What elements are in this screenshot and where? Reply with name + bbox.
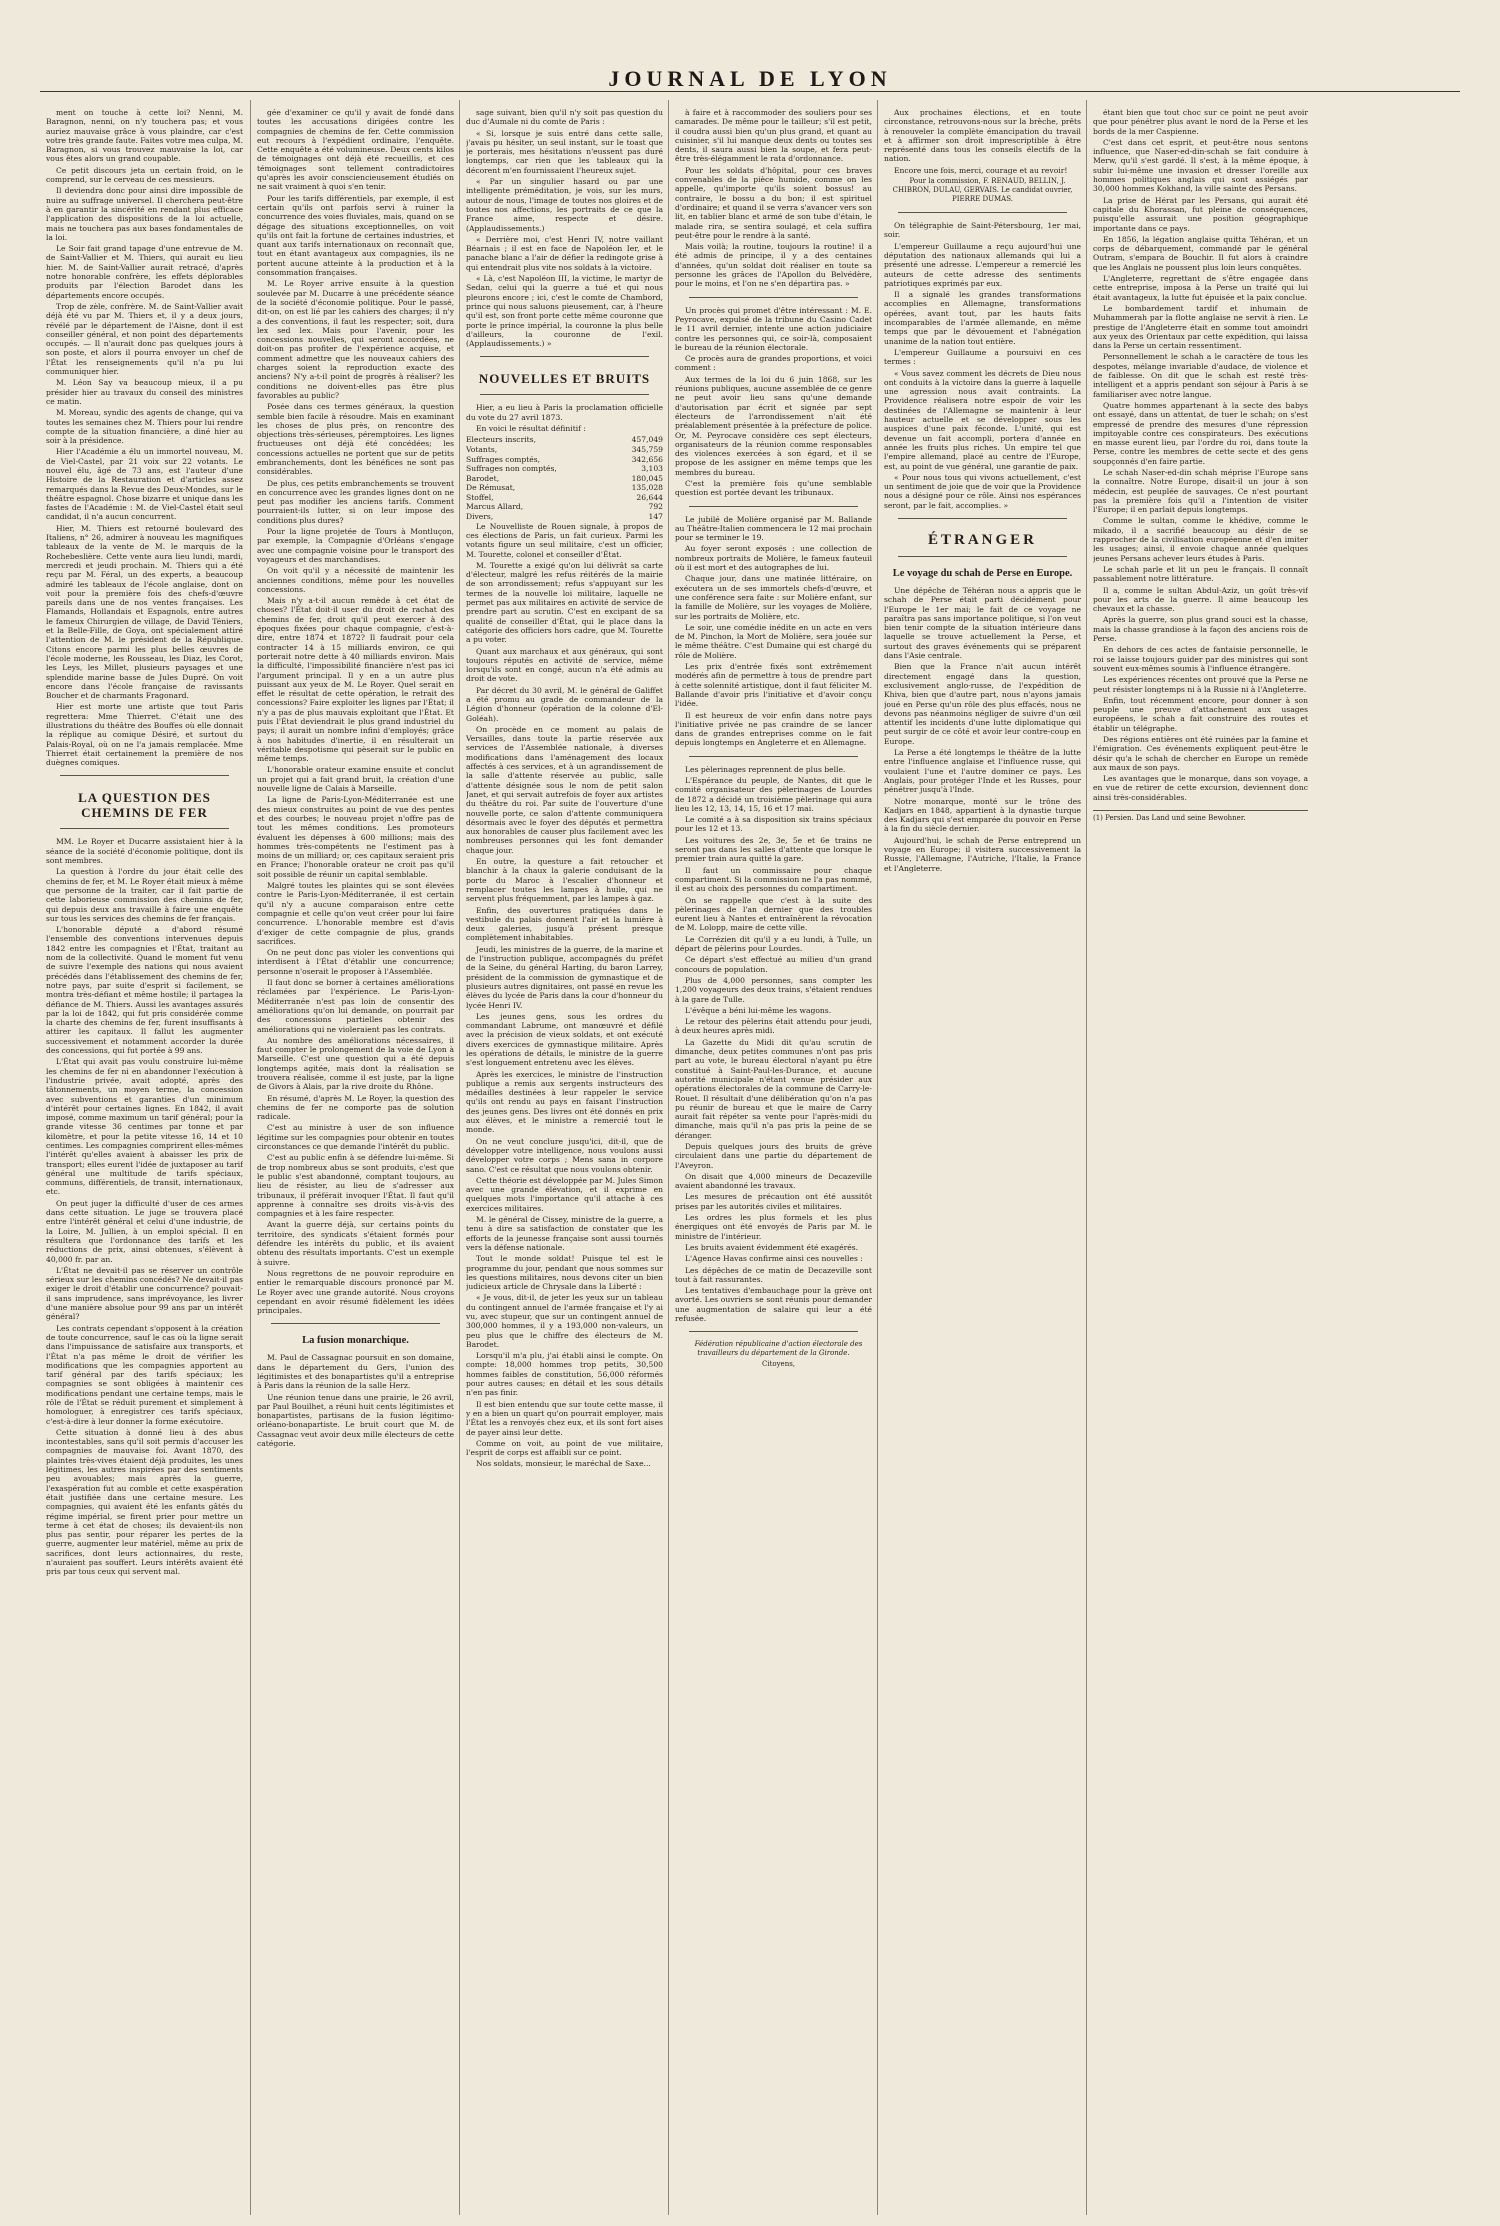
paragraph: à faire et à raccommoder des souliers pour ses camarades. De même pour le tailleur; s'il est petit, il coudra aussi bien qu'un plus grand, et quant au cuisinier, s'il lui manque deux dents ou toutes ses dents, il saura aussi bien la soupe, et fera peut-être très-élégamment le rata d'ordonnance. — [675, 108, 872, 164]
paragraph: Après les exercices, le ministre de l'instruction publique a remis aux sergents instructeurs des médailles destinées à leur rappeler le service qu'ils ont rendu au pays en faisant l'instruction des jeunes gens. Des livres ont été donnés en prix aux élèves, et le ministre a remercié tout le monde. — [466, 1069, 663, 1135]
paragraph: Personnellement le schah a le caractère de tous les despotes, mélange invariable d'audace, de violence et de faiblesse. On dit que le schah est resté très-intelligent et a appris pendant son séjour à Paris à se familiariser avec notre langue. — [1093, 352, 1308, 399]
column-2 — [257, 108, 454, 2208]
paragraph: « Là, c'est Napoléon III, la victime, le martyr de Sedan, celui qui la guerre a tué et qui nous pleurons encore ; ici, c'est le comte de Chambord, prince qui nous saluons pieusement, car, à l'heure qu'il est, son front porte cette même couronne que porte le prince impérial, la couronne la plus belle d'ailleurs, la couronne de l'exil. (Applaudissements.) » — [466, 274, 663, 349]
paragraph: Aux prochaines élections, et en toute circonstance, retrouvons-nous sur la brèche, prêts à renouveler la complète émancipation du travail et à affirmer son droit imprescriptible à être représenté dans tous les conseils électifs de la nation. — [884, 108, 1081, 164]
section-rule — [689, 297, 858, 298]
paragraph: M. Le Royer arrive ensuite à la question soulevée par M. Ducarre à une précédente séance de la société d'économie politique. Pour le passé, dit-on, on est lié par les cahiers des charges; il n'y a des conventions, il faut les respecter; soit, dura lex sed lex. Mais pour l'avenir, pour les concessions nouvelles, qui seront accordées, ne doit-on pas profiter de l'expérience acquise, et comment admettre que les nouveaux cahiers des charges soient la reproduction exacte des anciens? N'y a-t-il point de progrès à réaliser? les conditions ne doivent-elles pas être plus favorables au public? — [257, 279, 454, 400]
paragraph: Les bruits avaient évidemment été exagérés. — [685, 1242, 859, 1252]
paragraph: Par décret du 30 avril, M. le général de Galiffet a été promu au grade de commandeur de la Légion d'honneur (opération de la colonne d'El-Goléah). — [466, 685, 663, 723]
section-rule — [480, 356, 649, 357]
result-value: 792 — [648, 502, 663, 512]
paragraph: M. le général de Cissey, ministre de la guerre, a tenu à dire sa satisfaction de constater que les efforts de la jeunesse française sont aussi tournés vers la défense nationale. — [466, 1215, 663, 1252]
section-heading-foreign: ÉTRANGER — [927, 531, 1037, 548]
result-value: 342,656 — [631, 454, 663, 464]
table-row — [466, 483, 663, 493]
paragraph: Aux termes de la loi du 6 juin 1868, sur les réunions publiques, aucune assemblée de ce genre ne peut avoir lieu sans qu'une demande d'autorisation par écrit et signée par sept électeurs de l'arrondissement n'ait été préalablement présentée à la préfecture de police. Or, M. Peyrocave considère ces sept électeurs, organisateurs de la réunion comme responsables des violences exercées à son égard, et il se propose de les assigner en même temps que les membres du bureau. — [675, 374, 872, 477]
paragraph: Lorsqu'il m'a plu, j'ai établi ainsi le compte. On compte: 18,000 hommes trop petits, 30,500 hommes faibles de constitution, 56,000 réformés pour autres causes; en détail et les sous détails n'en pas finir. — [466, 1351, 663, 1398]
election-results-table — [466, 435, 663, 521]
paragraph: La Perse a été longtemps le théâtre de la lutte entre l'influence anglaise et l'influence russe, qui voulaient l'une et l'autre dominer ce pays. Les Anglais, pour protéger l'Inde et les Russes, pour pénétrer jusqu'à l'Inde. — [884, 748, 1081, 795]
table-row — [466, 455, 663, 465]
paragraph: En dehors de ces actes de fantaisie personnelle, le roi se laisse toujours guider par des ministres qui sont souvent eux-mêmes soumis à l'influence étrangère. — [1093, 645, 1308, 673]
paragraph: sage suivant, bien qu'il n'y soit pas question du duc d'Aumale ni du comte de Paris : — [466, 108, 663, 127]
article-heading-shah: Le voyage du schah de Perse en Europe. — [892, 567, 1073, 579]
paragraph: Ce départ s'est effectué au milieu d'un grand concours de population. — [675, 955, 872, 974]
column-separator — [1086, 100, 1087, 2215]
paragraph: Tout le monde soldat! Puisque tel est le programme du jour, pendant que nous sommes sur les questions militaires, nous devons citer un bien judicieux article de Chrysale dans la Liberté : — [466, 1254, 663, 1292]
paragraph: Les ordres les plus formels et les plus énergiques ont été envoyés de Paris par M. le ministre de l'intérieur. — [675, 1213, 872, 1241]
signoff-block: Pour la commission, F. RENAUD, BELLIN, J. CHIBRON, DULAU, GERVAIS. Le candidat ouvrier, PIERRE DUMAS. — [892, 177, 1073, 204]
table-row — [466, 445, 663, 455]
paragraph: Aujourd'hui, le schah de Perse entreprend un voyage en Europe; il visitera successivement la Russie, l'Allemagne, l'Autriche, l'Italie, la France et l'Angleterre. — [884, 835, 1081, 873]
column-2-text — [257, 108, 454, 1315]
paragraph: Depuis quelques jours des bruits de grève circulaient dans une partie du département de l'Aveyron. — [675, 1141, 872, 1170]
paragraph: Le schah Naser-ed-din schah méprise l'Europe sans la connaître. Notre Europe, disait-il un jour à son médecin, est peuplée de sauvages. Ce n'est pourtant pas la première fois qu'il a l'intention de visiter l'Europe; il en parlait depuis longtemps. — [1093, 467, 1308, 515]
paragraph: « Je vous, dit-il, de jeter les yeux sur un tableau du contingent annuel de l'armée française et l'y ai vu, avec stupeur, que sur un contingent annuel de 300,000 hommes, il y a 193,000 non-valeurs, un peu plus que le chiffre des électeurs de M. Barodet. — [466, 1293, 663, 1349]
column-4 — [675, 108, 872, 2208]
result-label: Votants, — [466, 444, 498, 454]
paragraph: Le Nouvelliste de Rouen signale, à propos de ces élections de Paris, un fait curieux. Parmi les votants figure un seul militaire, c'est un officier, M. Tourette, colonel et conseiller d'État. — [466, 521, 663, 559]
paragraph: Au foyer seront exposés : une collection de nombreux portraits de Molière, le fameux fauteuil où il est mort et des autographes de lui. — [675, 544, 872, 573]
paragraph: On ne peut donc pas violer les conventions qui interdisent à l'État d'établir une concurrence; personne n'oserait le proposer à l'Assemblée. — [257, 948, 454, 976]
paragraph: Trop de zèle, confrère. M. de Saint-Vallier avait déjà été vu par M. Thiers et, il y a deux jours, révélé par le département de l'Aisne, dont il est conseiller général, et non point des départements occupés. — Il n'aurait donc pas quelques jours à son poste, et alors il pourra envoyer un chef de l'État les renseignements qu'il n'a pu lui communiquer hier. — [46, 301, 243, 377]
paragraph: Plus de 4,000 personnes, sans compter les 1,200 voyageurs des deux trains, s'étaient rendues à la gare de Tulle. — [675, 975, 872, 1004]
result-label: Suffrages non comptés, — [466, 464, 557, 474]
paragraph: Au nombre des améliorations nécessaires, il faut compter le prolongement de la voie de Lyon à Marseille. C'est une question qui a été depuis longtemps agitée, mais dont la réalisation se trouvera réalisée, comme il est juste, par la ligne de Givors à Alais, par la rive droite du Rhône. — [257, 1035, 454, 1092]
table-row — [466, 493, 663, 503]
paragraph: On disait que 4,000 mineurs de Decazeville avaient abandonné les travaux. — [675, 1171, 872, 1191]
paragraph: On procède en ce moment au palais de Versailles, dans toute la partie réservée aux services de l'Assemblée nationale, à diverses modifications dans l'aménagement des locaux affectés à ces services, et à un agrandissement de la salle d'attente réservée au public, salle d'attente désignée sous le nom de petit salon Janet, et qui servait autrefois de foyer aux artistes du théâtre du roi. Par suite de l'ouverture d'une nouvelle porte, ce salon d'attente communiquera désormais avec le foyer des députés et permettra aux honorables de causer plus facilement avec les nombreuses personnes qui les font demander chaque jour. — [466, 724, 663, 855]
paragraph: L'empereur Guillaume a poursuivi en ces termes : — [884, 347, 1081, 367]
paragraph: Un procès qui promet d'être intéressant : M. E. Peyrocave, expulsé de la tribune du Casino Cadet le 11 avril dernier, intente une action judiciaire contre les personnes qui, ce soir-là, composaient le bureau de la réunion électorale. — [675, 305, 872, 352]
paragraph: Les voitures des 2e, 3e, 5e et 6e trains ne seront pas dans les salles d'attente que lorsque le premier train aura quitté la gare. — [675, 835, 872, 864]
paragraph: Les mesures de précaution ont été aussitôt prises par les autorités civiles et militaires. — [675, 1192, 872, 1211]
paragraph: Les contrats cependant s'opposent à la création de toute concurrence, sauf le cas où la ligne serait dans l'impuissance de satisfaire aux transports, et l'État n'a pas même le droit de vérifier les modifications que les compagnies apportent au tarif général par des tarifs spéciaux; les compagnies se sont obligées à maintenir ces modifications pendant une certaine temps, mais le rôle de l'État se réduit purement et simplement à homologuer, à enregistrer ces tarifs spéciaux, c'est-à-dire à leur donner la forme exécutoire. — [46, 1323, 243, 1426]
paragraph: L'Agence Havas confirme ainsi ces nouvelles : — [685, 1254, 863, 1264]
paragraph: MM. Le Royer et Ducarre assistaient hier à la séance de la société d'économie politique, dont ils sont membres. — [46, 837, 243, 866]
paragraph: Mais n'y a-t-il aucun remède à cet état de choses? l'État doit-il user du droit de rachat des chemins de fer, droit qu'il peut exercer à des époques fixées pour chaque compagnie, c'est-à-dire, entre 1874 et 1872? Il faudrait pour cela contracter 14 à 15 milliards environ, ce qui porterait notre dette à 40 milliards environ. Mais la difficulté, l'impossibilité financière n'est pas ici l'argument principal. Il y en a un autre plus puissant aux yeux de M. Le Royer. Quel serait en effet le résultat de cette opération, le retrait des concessions? Faire exploiter les lignes par l'État; il n'y a pas de plus mauvais exploitant que l'État. Et puis l'État deviendrait le plus grand industriel du pays; il aurait un nombre infini d'employés; grâce à nos habitudes d'inertie, il en résulterait un véritable despotisme qui pèserait sur le public en même temps. — [257, 596, 454, 764]
column-separator — [459, 100, 460, 2215]
paragraph: Hier, M. Thiers est retourné boulevard des Italiens, n° 26, admirer à nouveau les magnifiques tableaux de la vente de M. le marquis de la Rochebeslière. Cette vente aura lieu lundi, mardi, mercredi et jeudi prochain. M. Thiers qui a été reçu par M. Féral, un des experts, a beaucoup admiré les tableaux de l'école anglaise, dont on voit pour la première fois des chefs-d'œuvre pareils dans une de nos ventes françaises. Les Flamands, Hollandais et Espagnols, entre autres le fameux Chirurgien de village, de David Téniers, et la Belle-Fille, de Goya, ont spécialement attiré l'attention de M. le président de la République. Citons encore parmi les plus belles œuvres de l'école moderne, les Rousseau, les Diaz, les Corot, les Leys, les Millet, plusieurs paysages et une splendide marine basse de Jules Dupré. On voit encore dans l'école française de ravissants Boucher et de charmants Fragonard. — [46, 523, 243, 701]
paragraph: Quatre hommes appartenant à la secte des babys ont essayé, dans un attentat, de tuer le schah; on s'est empressé de prendre des mesures d'une répression impitoyable contre ces conspirateurs. Des exécutions en masse eurent lieu, par l'ordre du roi, dans toute la Perse, contre les membres de cette secte et des gens soupçonnés d'en faire partie. — [1093, 400, 1308, 466]
paragraph: Il est heureux de voir enfin dans notre pays l'initiative privée ne pas craindre de se lancer dans de grandes entreprises comme on le fait depuis longtemps en Angleterre et en Allemagne. — [675, 710, 872, 748]
result-label: De Rémusat, — [466, 483, 516, 493]
paragraph: L'empereur Guillaume a reçu aujourd'hui une députation des nationaux allemands qui lui a présenté une adresse. L'empereur a remercié les auteurs de cette adresse des sentiments patriotiques exprimés par eux. — [884, 241, 1081, 288]
paragraph: M. Paul de Cassagnac poursuit en son domaine, dans le département du Gers, l'union des légitimistes et des bonapartistes qu'il a entreprise à Paris dans la réunion de la salle Herz. — [257, 1353, 454, 1391]
paragraph: Malgré toutes les plaintes qui se sont élevées contre le Paris-Lyon-Méditerranée, il est certain qu'il n'y a aucune comparaison entre cette compagnie et celle qu'on veut créer pour lui faire concurrence. L'honorable membre est d'avis d'exiger de cette compagnie de plus, grands sacrifices. — [257, 881, 454, 946]
paragraph: Le soir, une comédie inédite en un acte en vers de M. Pinchon, la Mort de Molière, sera jouée sur le même théâtre. C'est Dumaine qui est chargé du rôle de Molière. — [675, 622, 872, 660]
paragraph: Cette situation à donné lieu à des abus incontestables, sans qu'il soit permis d'accuser les compagnies de mauvaise foi. Avant 1870, des plaintes très-vives étaient déjà produites, les unes légitimes, les autres inspirées par des sentiments peu avouables; mais après la guerre, l'exaspération fut au comble et cette exaspération était justifiée dans une certaine mesure. Les compagnies, qui avaient été les enfants gâtés du régime impérial, se firent prier pour mettre un terme à cet état de choses; ils devaient-ils non plus pas sentir, pour réparer les pertes de la guerre, augmenter leur matériel, même au prix de sacrifices, dont leurs actionnaires, du reste, n'auraient pas souffert. Leurs intérêts avaient été pris par tous ceux qui servent mal. — [46, 1427, 243, 1577]
paragraph: Posée dans ces termes généraux, la question semble bien facile à résoudre. Mais en examinant les choses de plus près, on rencontre des objections très-sérieuses, péremptoires. Les lignes fructueuses ont déjà été concédées; les concessions actuelles ne portent que sur de petits embranchements, dont les bénéfices ne sont pas considérables. — [257, 402, 454, 477]
paragraph: Notre monarque, monté sur le trône des Kadjars en 1848, appartient à la dynastie turque des Kadjars qui s'est emparée du pouvoir en Perse à la fin du siècle dernier. — [884, 796, 1081, 834]
paragraph: Après la guerre, son plus grand souci est la chasse, mais la chasse grandiose à la façon des anciens rois de Perse. — [1093, 615, 1308, 644]
paragraph: Il deviendra donc pour ainsi dire impossible de nuire au suffrage universel. Il cherchera peut-être à en garantir la sincérité en rendant plus efficace l'application des dispositions de la loi actuelle, mais ne touchera pas aux bases fondamentales de la loi. — [46, 186, 243, 242]
section-rule — [689, 506, 858, 507]
paragraph: M. Moreau, syndic des agents de change, qui va toutes les semaines chez M. Thiers pour lui rendre compte de la situation financière, a diné hier au soir à la présidence. — [46, 408, 243, 446]
result-label: Marcus Allard, — [466, 502, 524, 512]
paragraph: « Derrière moi, c'est Henri IV, notre vaillant Béarnais ; il est en face de Napoléon Ier, et le panache blanc a l'air de défier la redingote grise à qui entendrait plus vite nos soldats à la victoire. — [466, 234, 663, 272]
footnote: (1) Persien. Das Land und seine Bewohner. — [1093, 810, 1308, 823]
column-6 — [1093, 108, 1308, 2208]
result-value: 147 — [648, 512, 663, 522]
paragraph: L'honorable orateur examine ensuite et conclut un projet qui a fait grand bruit, la création d'une nouvelle ligne de Calais à Marseille. — [257, 765, 454, 794]
paragraph: « Si, lorsque je suis entré dans cette salle, j'avais pu hésiter, un seul instant, sur le toast que je porterais, mes hésitations n'eussent pas duré longtemps, car rien que les tableaux qui la décorent m'en fournissaient l'heureux sujet. — [466, 128, 663, 175]
table-row — [466, 435, 663, 445]
newspaper-title: JOURNAL DE LYON — [608, 66, 892, 91]
result-value: 180,045 — [631, 473, 663, 483]
result-value: 135,028 — [631, 483, 663, 493]
section-rule — [480, 394, 649, 395]
paragraph: Une dépêche de Téhéran nous a appris que le schah de Perse était parti décidément pour l'Europe le 1er mai; le fait de ce voyage ne paraîtra pas sans importance politique, si l'on veut bien tenir compte de la situation intérieure dans laquelle se trouve actuellement la Perse, et surtout des graves événements qui se préparent dans l'Asie centrale. — [884, 585, 1081, 661]
paragraph: La question à l'ordre du jour était celle des chemins de fer, et M. Le Royer était mieux à même que personne de la traiter, car il fait partie de cette laborieuse commission des chemins de fer, qui depuis deux ans travaille à faire une enquête sur tous les services des chemins de fer français. — [46, 867, 243, 923]
paragraph: Il a signalé les grandes transformations accomplies en Allemagne, transformations opérées, avant tout, par les hauts faits incomparables de l'armée allemande, en même temps que par le dévouement et l'abnégation unanime de la nation tout entière. — [884, 290, 1081, 346]
paragraph: Le retour des pèlerins était attendu pour jeudi, à deux heures après midi. — [675, 1017, 872, 1036]
paragraph: L'Espérance du peuple, de Nantes, dit que le comité organisateur des pèlerinages de Lourdes de 1872 a décidé un troisième pèlerinage qui aura lieu les 12, 13, 14, 15, 16 et 17 mai. — [675, 776, 872, 813]
paragraph: Nos soldats, monsieur, le maréchal de Saxe... — [476, 1459, 651, 1469]
paragraph: « Vous savez comment les décrets de Dieu nous ont conduits à la victoire dans la guerre à laquelle une agression nous avait contraints. La Providence réalisera notre espoir de voir les destinées de l'Allemagne se maintenir à leur hauteur actuelle et se développer sous les auspices d'une paix féconde. L'unité, qui est devenue un fait accompli, portera d'année en année les fruits plus riches. Un empire tel que l'empire allemand, placé au centre de l'Europe, est, au point de vue général, une garantie de paix. — [884, 368, 1081, 471]
notice-salutation: Citoyens, — [761, 1360, 796, 1369]
paragraph: On ne veut conclure jusqu'ici, dit-il, que de développer votre intelligence, nous voulons aussi développer votre corps ; Mens sana in corpore sano. C'est ce résultat que nous voulons obtenir. — [466, 1136, 663, 1174]
paragraph: On voit qu'il y a nécessité de maintenir les anciennes conditions, même pour les nouvelles concessions. — [257, 566, 454, 594]
paragraph: Le comité a à sa disposition six trains spéciaux pour les 12 et 13. — [675, 815, 872, 834]
paragraph: Les tentatives d'embauchage pour la grève ont avorté. Les ouvriers se sont réunis pour demander une augmentation de salaire qui leur a été refusée. — [675, 1286, 872, 1324]
paragraph: Mais voilà; la routine, toujours la routine! il a été admis de principe, il y a des centaines d'années, qu'un soldat doit réaliser en toute sa personne les grâces de l'Apollon du Belvédère, pour le moins, et l'on ne s'en départira pas. » — [675, 242, 872, 289]
column-5-text — [884, 108, 1081, 175]
article-heading-railways: LA QUESTION DES CHEMINS DE FER — [78, 790, 211, 821]
paragraph: Chaque jour, dans une matinée littéraire, on exécutera un de ses immortels chefs-d'œuvre, et une conférence sera faite : sur Molière enfant, sur la famille de Molière, sur les voyages de Molière, sur les portraits de Molière, etc. — [675, 574, 872, 621]
paragraph: Le schah parle et lit un peu le français. Il connaît passablement notre littérature. — [1093, 564, 1308, 584]
paragraph: Le jubilé de Molière organisé par M. Ballande au Théâtre-Italien commencera le 12 mai prochain pour se terminer le 19. — [675, 514, 872, 543]
result-label: Stoffel, — [466, 492, 494, 502]
column-3-text — [466, 108, 663, 348]
masthead — [0, 0, 1500, 92]
paragraph: Le bombardement tardif et inhumain de Muhammerah par la flotte anglaise ne servit à rien. Le prestige de l'Angleterre était en somme tout amoindri aux yeux des Orientaux par cette expédition, qui laissa dans la Perse un certain ressentiment. — [1093, 303, 1308, 351]
paragraph: Les dépêches de ce matin de Decazeville sont tout à fait rassurantes. — [675, 1265, 872, 1284]
paragraph: Hier est morte une artiste que tout Paris regrettera: Mme Thierret. C'était une des illustrations du théâtre des Bouffes où elle donnait la réplique au comique Désiré, et surtout du Palais-Royal, où on ne l'a jamais remplacée. Mme Thierret était certainement la première de nos duègnes comiques. — [46, 702, 243, 768]
section-rule — [689, 1331, 858, 1332]
paragraph: M. Léon Say va beaucoup mieux, il a pu présider hier au travaux du conseil des ministres ce matin. — [46, 378, 243, 406]
article-fusion-body — [257, 1353, 454, 1448]
paragraph: Jeudi, les ministres de la guerre, de la marine et de l'instruction publique, accompagnés du préfet de la Seine, du général Harting, du baron Larrey, président de la commission de gymnastique et de plusieurs autres dignitaires, ont passé en revue les élèves du lycée de Paris dans la cour d'honneur du lycée Henri IV. — [466, 944, 663, 1010]
paragraph: En outre, la questure a fait retoucher et blanchir à la chaux la galerie conduisant de la porte du Maroc à l'escalier d'honneur et remplacer toutes les lampes à huile, qui ne servent plus fréquemment, par les lampes à gaz. — [466, 857, 663, 904]
section-rule — [898, 518, 1067, 519]
paragraph: Il faut donc se borner à certaines améliorations réclamées par l'expérience. Le Paris-Lyon-Méditerranée n'est pas loin de consentir des améliorations qu'on lui demande, on pourrait par des concessions partielles obtenir des améliorations qui ne violeraient pas les contrats. — [257, 978, 454, 1034]
section-rule — [898, 212, 1067, 213]
paragraph: L'évêque a béni lui-même les wagons. — [685, 1005, 832, 1015]
column-separator — [250, 100, 251, 2215]
result-value: 457,049 — [631, 435, 663, 445]
paragraph: Des régions entières ont été ruinées par la famine et l'émigration. Ces événements expliquent peut-être le désir qu'a le schah de chercher en Europe un remède aux maux de son pays. — [1093, 735, 1308, 772]
result-value: 26,644 — [636, 492, 663, 502]
paragraph: C'est au ministre à user de son influence légitime sur les compagnies pour obtenir en toutes circonstances ce que demande l'intérêt du public. — [257, 1123, 454, 1152]
paragraph: Les prix d'entrée fixés sont extrêmement modérés afin de permettre à tous de prendre part à cette solennité artistique, dont il faut féliciter M. Ballande d'avoir pris l'initiative et d'avoir conçu l'idée. — [675, 662, 872, 709]
column-3 — [466, 108, 663, 2208]
paragraph: « Par un singulier hasard ou par une intelligente préméditation, je vois, sur les murs, autour de nous, l'image de toutes nos gloires et de toutes nos affections, les portraits de ce que la France aime, respecte et désire. (Applaudissements.) — [466, 177, 663, 233]
paragraph: Enfin, tout récemment encore, pour donner à son peuple une preuve d'attachement aux usages européens, le schah a fait construire des routes et établir un télégraphe. — [1093, 695, 1308, 733]
paragraph: Nous regrettons de ne pouvoir reproduire en entier le remarquable discours prononcé par M. Le Royer avec une grande autorité. Nous croyons cependant en avoir résumé fidèlement les idées principales. — [257, 1268, 454, 1316]
table-row — [466, 464, 663, 474]
paragraph: Il a, comme le sultan Abdul-Aziz, un goût très-vif pour les arts de la guerre. Il aime beaucoup les chevaux et la chasse. — [1093, 585, 1308, 614]
result-value: 3,103 — [641, 464, 663, 474]
paragraph: Pour la ligne projetée de Tours à Montluçon, par exemple, la Compagnie d'Orléans s'engage avec une compagnie voisine pour le transport des voyageurs et des marchandises. — [257, 527, 454, 564]
paragraph: La Gazette du Midi dit qu'au scrutin de dimanche, deux petites communes n'ont pas pris part au vote, le bureau électoral n'ayant pu être constitué à Saint-Paul-les-Durance, et aucune autorité municipale n'étant venue présider aux opérations électorales de la commune de Carry-le-Rouet. Il résultait d'une délibération qu'on n'a pas pu réunir de bureau et que le maire de Carry aurait fait répéter sa vente pour l'après-midi du dimanche, mais qu'il n'a pas pris la peine de se déranger. — [675, 1037, 872, 1140]
paragraph: Hier l'Académie a élu un immortel nouveau, M. de Viel-Castel, par 21 voix sur 22 votants. Le nouvel élu, âgé de 73 ans, est l'auteur d'une Histoire de la Restauration et d'articles assez remarqués dans la Revue des Deux-Mondes, sur le théâtre espagnol. Chose bizarre et unique dans les fastes de l'Académie : M. de Viel-Castel était seul candidat, il n'a aucun concurrent. — [46, 447, 243, 522]
result-label: Electeurs inscrits, — [466, 435, 536, 445]
paragraph: En résumé, d'après M. Le Royer, la question des chemins de fer ne comporte pas de solution radicale. — [257, 1093, 454, 1122]
column-separator — [877, 100, 878, 2215]
paragraph: Encore une fois, merci, courage et au revoir! — [894, 165, 1068, 175]
paragraph: L'État qui avait pas voulu construire lui-même les chemins de fer ni en abandonner l'exécution à l'industrie privée, avait adopté, après des tâtonnements, un moyen terme, la concession avec subventions et garanties d'un minimum d'intérêt pour certaines lignes. En 1842, il avait imposé, comme maximum un tarif général; pour la grande vitesse 36 centimes par tonne et par kilomètre, et pour la petite vitesse 16, 14 et 10 centimes. Les compagnies comprirent elles-mêmes l'intérêt qu'elles avaient à abaisser les prix de transport; elles eurent l'idée de juxtaposer au tarif général une multitude de tarifs spéciaux, communs, différentiels, de transit, internationaux, etc. — [46, 1057, 243, 1197]
paragraph: Comme le sultan, comme le khédive, comme le mikado, il a sacrifié beaucoup au désir de se rapprocher de la civilisation européenne et d'en imiter les usages; ainsi, il envoie chaque année quelques jeunes Persans achever leurs études à Paris. — [1093, 516, 1308, 563]
paragraph: L'État ne devait-il pas se réserver un contrôle sérieux sur les chemins concédés? Ne devait-il pas exiger le droit d'établir une concurrence? pouvait-il sans imprudence, sans imprévoyance, les livrer d'une manière absolue pour 99 ans par un intérêt général? — [46, 1265, 243, 1322]
column-1-text — [46, 108, 243, 767]
paragraph: L'honorable député a d'abord résumé l'ensemble des conventions intervenues depuis 1842 entre les compagnies et l'État, traitant au nom de la collectivité. Quand le moment fut venu de suivre l'exemple des nations qui nous avaient précédés dans l'établissement des chemins de fer, notre pays, par suite d'esprit si facilement, se montra très-défiant et même hostile; il partagea la défiance de M. Thiers. Aussi les avantages assurés par la loi de 1842, qui fut pris considérée comme la charte des chemins de fer, furent insuffisants à attirer les capitaux. Il fallut les augmenter successivement et notamment accorder la durée des concessions, qui fut portée à 99 ans. — [46, 925, 243, 1056]
paragraph: Les jeunes gens, sous les ordres du commandant Labrume, ont manœuvré et défilé avec la précision de vieux soldats, et ont exécuté divers exercices de gymnastique militaire. Après les opérations de détails, le ministre de la guerre s'est longuement entretenu avec les élèves. — [466, 1011, 663, 1068]
section-heading-news: NOUVELLES ET BRUITS — [478, 371, 651, 387]
paragraph: Hier, a eu lieu à Paris la proclamation officielle du vote du 27 avril 1873. — [466, 403, 663, 422]
paragraph: Enfin, des ouvertures pratiquées dans le vestibule du palais donnent l'air et la lumière à deux galeries, jusqu'à présent presque complètement inhabitables. — [466, 905, 663, 943]
paragraph: Bien que la France n'ait aucun intérêt directement engagé dans la question, exclusivement anglo-russe, de l'expédition de Khiva, bien que d'autre part, nous n'ayons jamais joué en Perse qu'un rôle des plus effacés, nous ne devons pas néanmoins négliger de suivre d'un œil attentif les incidents d'une lutte diplomatique qui peut surgir de ce côté et avoir leur contre-coup en Europe. — [884, 662, 1081, 746]
section-rule — [271, 1323, 440, 1324]
column-4-text — [675, 108, 872, 1323]
article-shah-body — [884, 586, 1081, 873]
notice-title: Fédération républicaine d'action électorale des travailleurs du département de la Gironde. — [694, 1340, 863, 1358]
column-3-news — [466, 522, 663, 1469]
paragraph: C'est au public enfin à se défendre lui-même. Si de trop nombreux abus se sont produits, c'est que le public s'est abandonné, comptant toujours, au lieu de résister, au lieu de s'adresser aux tribunaux, il préférait invoquer l'État. Il faut qu'il apprenne à connaître ses droits vis-à-vis des compagnies et à les faire respecter. — [257, 1153, 454, 1219]
paragraph: Les expériences récentes ont prouvé que la Perse ne peut résister longtemps ni à la Russie ni à l'Angleterre. — [1093, 675, 1308, 694]
result-label: Suffrages comptés, — [466, 454, 541, 464]
paragraph: Le Corrézien dit qu'il y a eu lundi, à Tulle, un départ de pèlerins pour Lourdes. — [675, 934, 872, 954]
article-railways-body — [46, 837, 243, 1576]
column-separator — [668, 100, 669, 2215]
paragraph: En 1856, la légation anglaise quitta Téhéran, et un corps de débarquement, commandé par le général Outram, s'empara de Bouchir. Il fut alors à craindre que les Anglais ne poussent plus loin leurs conquêtes. — [1093, 234, 1308, 272]
result-value: 345,759 — [631, 444, 663, 454]
paragraph: C'est dans cet esprit, et peut-être nous sentons influence, que Naser-ed-din-schah se fait conduire à Merw, qu'il s'est gardé. Il s'est, à la même époque, à subir lui-même une invasion et dresser l'oreille aux hommes politiques anglais qui sont assiégés par 30,000 hommes Kokhand, la ville sainte des Persans. — [1093, 137, 1308, 194]
paragraph: La ligne de Paris-Lyon-Méditerranée est une des mieux construites au point de vue des pentes et des courbes; le nouveau projet n'offre pas de tout les mêmes conditions. Les promoteurs évaluent les dépenses à 600 millions; mais des hommes très-compétents ne l'estiment pas à moins de un milliard; or, ces capitaux seraient pris en France; l'honorable orateur ne croit pas qu'il soit possible de réunir un capital semblable. — [257, 795, 454, 879]
paragraph: L'Angleterre, regrettant de s'être engagée dans cette entreprise, imposa à la Perse un traité qui lui était avantageux, la lutte fut épuisée et la paix conclue. — [1093, 274, 1308, 302]
paragraph: On peut juger la difficulté d'user de ces armes dans cette situation. Le juge se trouvera placé entre l'intérêt général et celui d'une industrie, de la Loire, M. Jullien, à un emploi spécial. Il en résultera que l'ordonnance des tarifs et les réductions de prix, ainsi obtenues, s'élèvent à 40,000 fr. par an. — [46, 1198, 243, 1264]
paragraph: étant bien que tout choc sur ce point ne peut avoir que pour pénétrer plus avant le nord de la Perse et les bords de la mer Caspienne. — [1093, 108, 1308, 136]
section-rule — [60, 775, 229, 776]
paragraph: « Pour nous tous qui vivons actuellement, c'est un sentiment de joie que de voir que la Providence nous a désigné pour ce rôle. Ainsi nos espérances seront, par le fait, accomplies. » — [884, 472, 1081, 510]
paragraph: Comme on voit, au point de vue militaire, l'esprit de corps est affaibli sur ce point. — [466, 1438, 663, 1458]
paragraph: Quant aux marchaux et aux généraux, qui sont toujours réputés en activité de service, même lorsqu'ils sont en congé, aucun n'a été admis au droit de vote. — [466, 646, 663, 684]
section-rule — [60, 828, 229, 829]
table-row — [466, 512, 663, 522]
result-label: Divers, — [466, 512, 494, 522]
column-5 — [884, 108, 1081, 2208]
column-1 — [46, 108, 243, 2208]
paragraph: On se rappelle que c'est à la suite des pèlerinages de l'an dernier que des troubles eurent lieu à Nantes et entraînèrent la révocation de M. Lolopp, maire de cette ville. — [675, 895, 872, 933]
paragraph: M. Tourette a exigé qu'on lui délivrât sa carte d'électeur, malgré les refus réitérés de la mairie de son arrondissement; refus s'appuyant sur les termes de la nouvelle loi militaire, laquelle ne permet pas aux militaires en activité de service de prendre part au scrutin. C'est en excipant de sa qualité de conseiller d'État, qui le place dans la catégorie des officiers hors cadre, que M. Tourette a pu voter. — [466, 560, 663, 645]
paragraph: Pour les soldats d'hôpital, pour ces braves convenables de la pièce humide, comme on les appelle, qu'importe qu'ils soient bossus! au contraire, le bossu a du bon; il est spirituel d'ordinaire; et quand il se verra s'avancer vers son lit, en tablier blanc et armé de son tube d'étain, le malade rira, se sentira soulagé, et cela suffira peut-être pour le rendre à la santé. — [675, 165, 872, 240]
paragraph: Avant la guerre déjà, sur certains points du territoire, des syndicats s'étaient formés pour défendre les intérêts du public, et ils avaient obtenu des résultats importants. C'est un exemple à suivre. — [257, 1220, 454, 1267]
paragraph: Une réunion tenue dans une prairie, le 26 avril, par Paul Bouilhet, a réuni huit cents légitimistes et bonapartistes, partisans de la fusion légitimo-orléano-bonapartiste. Le bruit court que M. de Cassagnac veut avoir deux mille électeurs de cette catégorie. — [257, 1392, 454, 1449]
paragraph: Il faut un commissaire pour chaque compartiment. Si la commission ne l'a pas nommé, il est au choix des personnes du compartiment. — [675, 865, 872, 894]
table-row — [466, 502, 663, 512]
paragraph: En voici le résultat définitif : — [476, 424, 586, 434]
section-rule — [689, 756, 858, 757]
paragraph: Pour les tarifs différentiels, par exemple, il est certain qu'ils ont parfois servi à ruiner la concurrence des voies fluviales, mais, quand on se dégage des situations exceptionnelles, on voit qu'ils ont fait la fortune de certaines industries, et quant aux tarifs internationaux on reconnaît que, tout en étant avantageux aux compagnies, ils ne portent aucune atteinte à la production et à la consommation françaises. — [257, 193, 454, 278]
telegram-section — [884, 221, 1081, 510]
paragraph: Les avantages que le monarque, dans son voyage, a en vue de retirer de cette excursion, deviennent donc ainsi très-considérables. — [1093, 774, 1308, 802]
paragraph: Ce petit discours jeta un certain froid, on le comprend, sur le cerveau de ces messieurs. — [46, 165, 243, 185]
masthead-rule — [40, 91, 1460, 92]
paragraph: Il est bien entendu que sur toute cette masse, il y en a bien un quart qu'on pourrait employer, mais l'État les a renvoyés chez eux, et ils sont fort aises de payer ainsi leur dette. — [466, 1399, 663, 1437]
paragraph: De plus, ces petits embranchements se trouvent en concurrence avec les grandes lignes dont on ne peut pas modifier les anciens tarifs. Comment pourraient-ils lutter, si on leur impose des conditions plus dures? — [257, 478, 454, 525]
article-heading-fusion: La fusion monarchique. — [302, 1335, 409, 1347]
section-rule — [898, 556, 1067, 557]
paragraph: On télégraphie de Saint-Pétersbourg, 1er mai, soir. — [884, 221, 1081, 240]
result-label: Barodet, — [466, 473, 500, 483]
paragraph: Les pèlerinages reprennent de plus belle. — [685, 764, 846, 774]
paragraph: C'est la première fois qu'une semblable question est portée devant les tribunaux. — [675, 478, 872, 498]
paragraph: gée d'examiner ce qu'il y avait de fondé dans toutes les accusations dirigées contre les compagnies de chemins de fer. Cette commission eut recours à l'expédient ordinaire, l'enquête. Cette enquête a été volumineuse. Deux cents kilos de témoignages ont déjà été recueillis, et ces témoignages sont tellement contradictoires qu'après les avoir consciencieusement étudiés on ne sait vraiment à quoi s'en tenir. — [257, 108, 454, 192]
paragraph: Cette théorie est développée par M. Jules Simon avec une grande élévation, et il exprime en quelques mots l'importance qu'il attache à ces exercices militaires. — [466, 1175, 663, 1213]
column-6-text — [1093, 108, 1308, 802]
paragraph: Le Soir fait grand tapage d'une entrevue de M. de Saint-Vallier et M. Thiers, qui aurait eu lieu hier. M. de Saint-Vallier aurait retracé, d'après notre honorable confrère, les effets déplorables produits par l'élection Barodet dans les départements encore occupés. — [46, 244, 243, 300]
table-row — [466, 474, 663, 484]
paragraph: ment on touche à cette loi? Nenni, M. Baragnon, nenni, on n'y touchera pas; et vous auriez mauvaise grâce à vous plaindre, car c'est votre très grande faute. Faites votre mea culpa, M. Baragnon, si vous trouvez mauvaise la loi, car vous êtes alors un grand coupable. — [46, 108, 243, 164]
paragraph: Ce procès aura de grandes proportions, et voici comment : — [675, 354, 872, 373]
paragraph: La prise de Hérat par les Persans, qui aurait été capitale du Khorassan, fut pleine de conséquences, puisqu'elle assurait une position géographique importante dans ce pays. — [1093, 195, 1308, 233]
